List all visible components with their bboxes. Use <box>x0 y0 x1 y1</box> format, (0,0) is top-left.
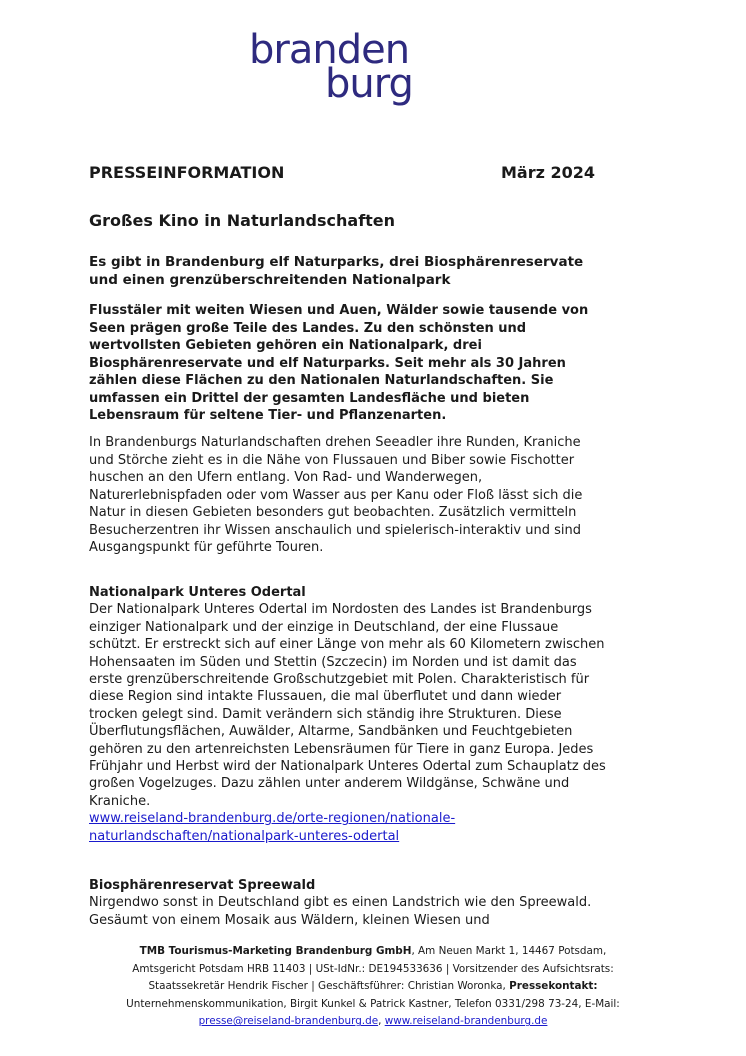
logo-line-2: burg <box>325 61 413 107</box>
footer-website-link[interactable]: www.reiseland-brandenburg.de <box>384 1015 548 1028</box>
document-date: März 2024 <box>500 163 595 182</box>
document-header <box>89 163 595 182</box>
section-heading: Nationalpark Unteres Odertal <box>89 585 306 600</box>
footer-management: Staatssekretär Hendrik Fischer | Geschäftsführer: Christian Woronka, <box>148 980 510 993</box>
brandenburg-logo <box>249 27 429 107</box>
section-body: Der Nationalpark Unteres Odertal im Nordosten des Landes ist Brandenburgs einziger Nationalpark und der einzige in Deutschland, der eine Flussaue schützt. Er erstreckt sich auf einer Länge von mehr als 60 Kilometern zwischen Hohensaaten im Süden und Stettin (Szczecin) im Norden und ist damit das erste grenzüberschreitende Großschutzgebiet mit Polen. Charakteristisch für diese Region sind intakte Flussauen, die mal überflutet und dann wieder trocken gelegt sind. Damit verändern sich ständig ihre Strukturen. Diese Überflutungsflächen, Auwälder, Altarme, Sandbänken und Feuchtgebieten gehören zu den artenreichsten Lebensräumen für Tiere in ganz Europa. Jedes Frühjahr und Herbst wird der Nationalpark Unteres Odertal zum Schauplatz des großen Vogelzuges. Dazu zählen unter anderem Wildgänse, Schwäne und Kraniche. <box>89 602 606 809</box>
footer-line-1 <box>82 943 664 961</box>
footer-company: TMB Tourismus-Marketing Brandenburg GmbH <box>139 945 412 957</box>
footer-line-2: Amtsgericht Potsdam HRB 11403 | USt-IdNr.: DE194533636 | Vorsitzender des Aufsichtsrats: <box>132 962 614 975</box>
section-link[interactable]: www.reiseland-brandenburg.de/orte-regionen/nationale-naturlandschaften/nationalpark-unteres-odertal <box>89 811 456 844</box>
section-nationalpark <box>89 584 609 845</box>
section-heading: Biosphärenreservat Spreewald <box>89 878 316 893</box>
document-title: Großes Kino in Naturlandschaften <box>89 211 396 230</box>
section-body: Nirgendwo sonst in Deutschland gibt es einen Landstrich wie den Spreewald. Gesäumt von einem Mosaik aus Wäldern, kleinen Wiesen und <box>89 895 592 928</box>
footer-separator: , <box>378 1015 385 1028</box>
page-footer <box>82 943 664 1031</box>
section-biosphaerenreservat <box>89 877 609 929</box>
lead-paragraph: Flusstäler mit weiten Wiesen und Auen, Wälder sowie tausende von Seen prägen große Teile des Landes. Zu den schönsten und wertvollsten Gebieten gehören ein Nationalpark, drei Biosphärenreservate und elf Naturparks. Seit mehr als 30 Jahren zählen diese Flächen zu den Nationalen Naturlandschaften. Sie umfassen ein Drittel der gesamten Landesfläche und bieten Lebensraum für seltene Tier- und Pflanzenarten. <box>89 303 589 423</box>
document-subtitle: Es gibt in Brandenburg elf Naturparks, drei Biosphärenreservate und einen grenzüberschreitenden Nationalpark <box>89 254 584 288</box>
footer-line-5 <box>82 1013 664 1031</box>
footer-press-label: Pressekontakt: <box>509 980 598 993</box>
footer-email-link[interactable]: presse@reiseland-brandenburg.de <box>198 1015 379 1028</box>
logo-line-1: branden <box>249 27 410 73</box>
intro-paragraph: In Brandenburgs Naturlandschaften drehen Seeadler ihre Runden, Kraniche und Störche zieht es in die Nähe von Flussauen und Biber sowie Fischotter huschen an den Ufern entlang. Von Rad- und Wanderwegen, Naturerlebnispfaden oder vom Wasser aus per Kanu oder Floß lässt sich die Natur in diesen Gebieten besonders gut beobachten. Zusätzlich vermitteln Besucherzentren ihr Wissen anschaulich und spielerisch-interaktiv und sind Ausgangspunkt für geführte Touren. <box>89 435 583 555</box>
footer-line-3 <box>82 978 664 996</box>
footer-line-4: Unternehmenskommunikation, Birgit Kunkel & Patrick Kastner, Telefon 0331/298 73-24, E-Mail: <box>126 997 620 1010</box>
press-label: PRESSEINFORMATION <box>89 163 285 182</box>
footer-address: , Am Neuen Markt 1, 14467 Potsdam, <box>411 945 607 957</box>
